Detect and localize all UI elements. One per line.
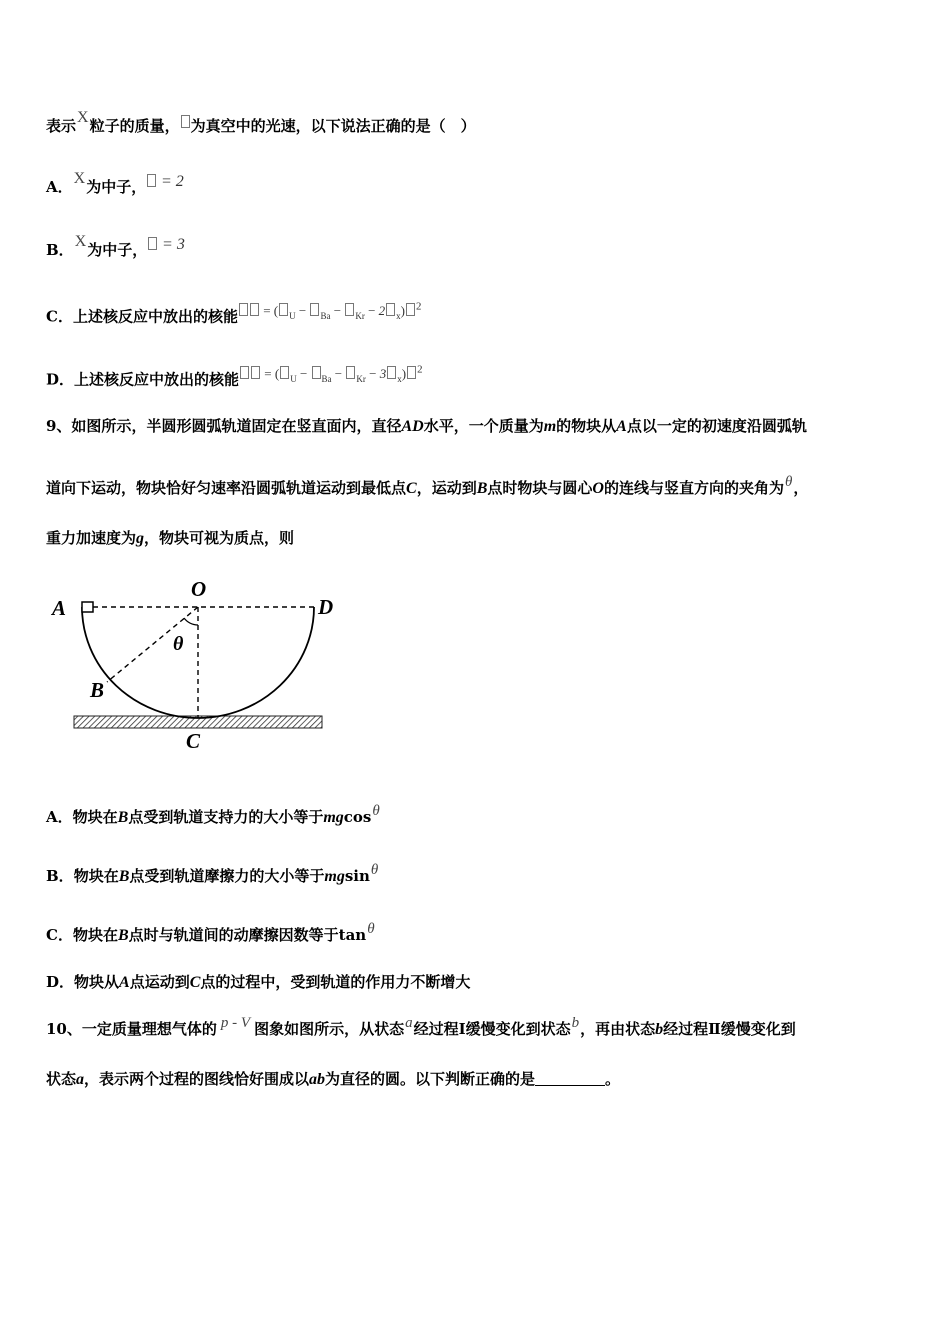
answer-blank[interactable]: [535, 1071, 605, 1086]
energy-formula-d: = ( $_U$ − $_{Ba}$ − $_{Kr}$ − 3 $_x$) $^2$: [239, 366, 422, 381]
intro-text-3: 为真空中的光速，以下说法正确的是（ ）: [190, 117, 476, 135]
q9-option-d[interactable]: D．物块从A点运动到C点的过程中，受到轨道的作用力不断增大: [46, 973, 471, 991]
q9-stem-line-3: 重力加速度为g，物块可视为质点，则: [46, 529, 295, 547]
q8-option-a[interactable]: A．X为中子， = 2: [46, 170, 184, 196]
label-o: O: [191, 577, 207, 601]
intro-line: [46, 109, 906, 137]
q8-option-c[interactable]: C．上述核反应中放出的核能 = ( $_U$ − $_{Ba}$ − $_{Kr}$ − 2 $_x$) $^2$: [46, 301, 422, 326]
q8-option-d[interactable]: D．上述核反应中放出的核能 = ( $_U$ − $_{Ba}$ − $_{Kr}$ − 3 $_x$) $^2$: [46, 364, 423, 389]
q9-option-b[interactable]: B．物块在B点受到轨道摩擦力的大小等于mgsinθ: [46, 862, 379, 885]
q10-stem-line-2: 状态a，表示两个过程的图线恰好围成以ab为直径的圆。以下判断正确的是 。: [46, 1070, 621, 1088]
intro-text-2: 粒子的质量，: [89, 117, 180, 135]
label-c: C: [186, 729, 201, 753]
label-b: B: [90, 678, 105, 702]
label-d: D: [318, 595, 334, 619]
label-a: A: [52, 596, 67, 620]
c-symbol-placeholder: [181, 115, 190, 128]
q9-stem-line-1: 9、如图所示，半圆形圆弧轨道固定在竖直面内，直径AD水平，一个质量为m的物块从A点以一定的初速度沿圆弧轨: [46, 417, 807, 435]
theta-angle-arc: [184, 618, 198, 625]
q9-option-a[interactable]: A．物块在B点受到轨道支持力的大小等于mgcosθ: [46, 803, 380, 826]
pv-symbol: p - V: [220, 1015, 251, 1031]
energy-formula-c: = ( $_U$ − $_{Ba}$ − $_{Kr}$ − 2 $_x$) $^2$: [238, 303, 421, 318]
label-theta: θ: [173, 633, 184, 655]
q8-option-b[interactable]: B．X为中子， = 3: [46, 233, 185, 259]
theta-symbol: θ: [784, 474, 793, 490]
q10-stem-line-1: 10、一定质量理想气体的 p - V 图象如图所示，从状态a经过程Ⅰ缓慢变化到状态b，再由状态b经过程Ⅱ缓慢变化到: [46, 1015, 796, 1038]
block: [82, 602, 93, 612]
q9-stem-line-2: 道向下运动，物块恰好匀速率沿圆弧轨道运动到最低点C，运动到B点时物块与圆心O的连线与竖直方向的夹角为θ，: [46, 474, 809, 497]
intro-text-1: 表示: [46, 117, 77, 135]
q9-option-c[interactable]: C．物块在B点时与轨道间的动摩擦因数等于tanθ: [46, 921, 375, 944]
semicircle-track-figure: [48, 570, 368, 755]
x-symbol: X: [77, 109, 89, 126]
